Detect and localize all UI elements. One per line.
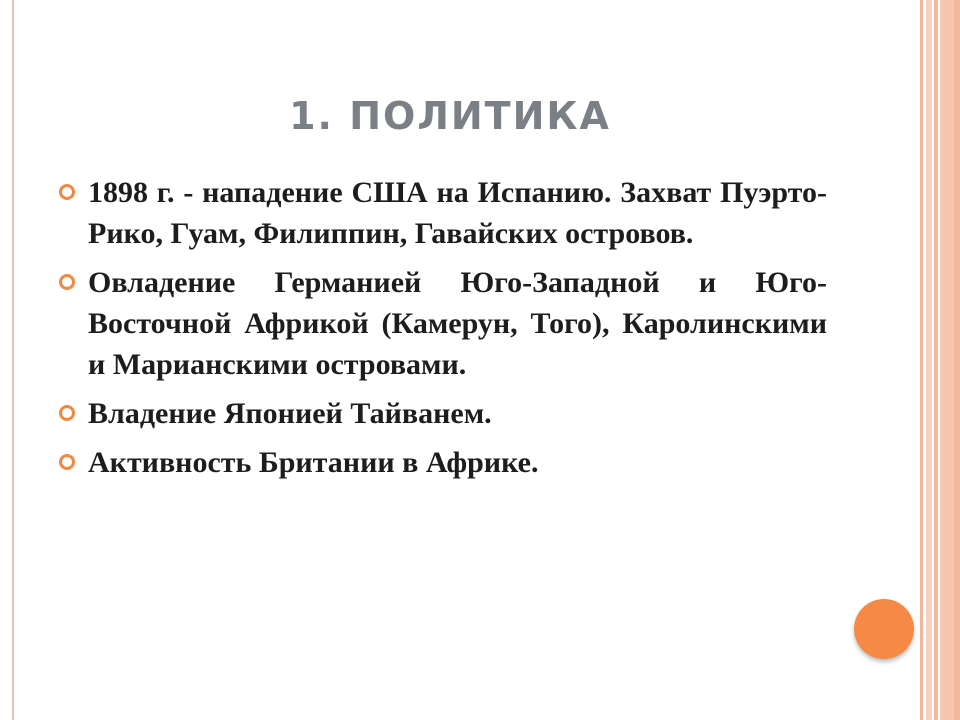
right-decorative-band bbox=[920, 0, 923, 720]
list-item bbox=[57, 442, 827, 483]
orange-circle-icon bbox=[854, 599, 914, 659]
right-decorative-band bbox=[954, 0, 960, 720]
circle-bullet-icon bbox=[59, 454, 75, 470]
list-item-text: Активность Британии в Африке. bbox=[88, 446, 539, 479]
list-item bbox=[57, 393, 827, 434]
list-item-text: Владение Японией Тайванем. bbox=[88, 397, 492, 430]
list-item bbox=[57, 172, 827, 254]
right-decorative-band bbox=[940, 0, 954, 720]
bullet-list bbox=[57, 172, 827, 491]
list-item-text: 1898 г. - нападение США на Испанию. Захват Пуэрто-Рико, Гуам, Филиппин, Гавайских островов. bbox=[88, 176, 827, 250]
circle-bullet-icon bbox=[59, 405, 75, 421]
circle-bullet-icon bbox=[59, 184, 75, 200]
list-item bbox=[57, 262, 827, 385]
circle-bullet-icon bbox=[59, 274, 75, 290]
right-decorative-band bbox=[934, 0, 938, 720]
right-decorative-band bbox=[926, 0, 932, 720]
list-item-text: Овладение Германией Юго-Западной и Юго-Восточной Африкой (Камерун, Того), Каролинскими и Марианскими островами. bbox=[88, 266, 827, 381]
slide-title: 1. ПОЛИТИКА bbox=[289, 94, 611, 138]
